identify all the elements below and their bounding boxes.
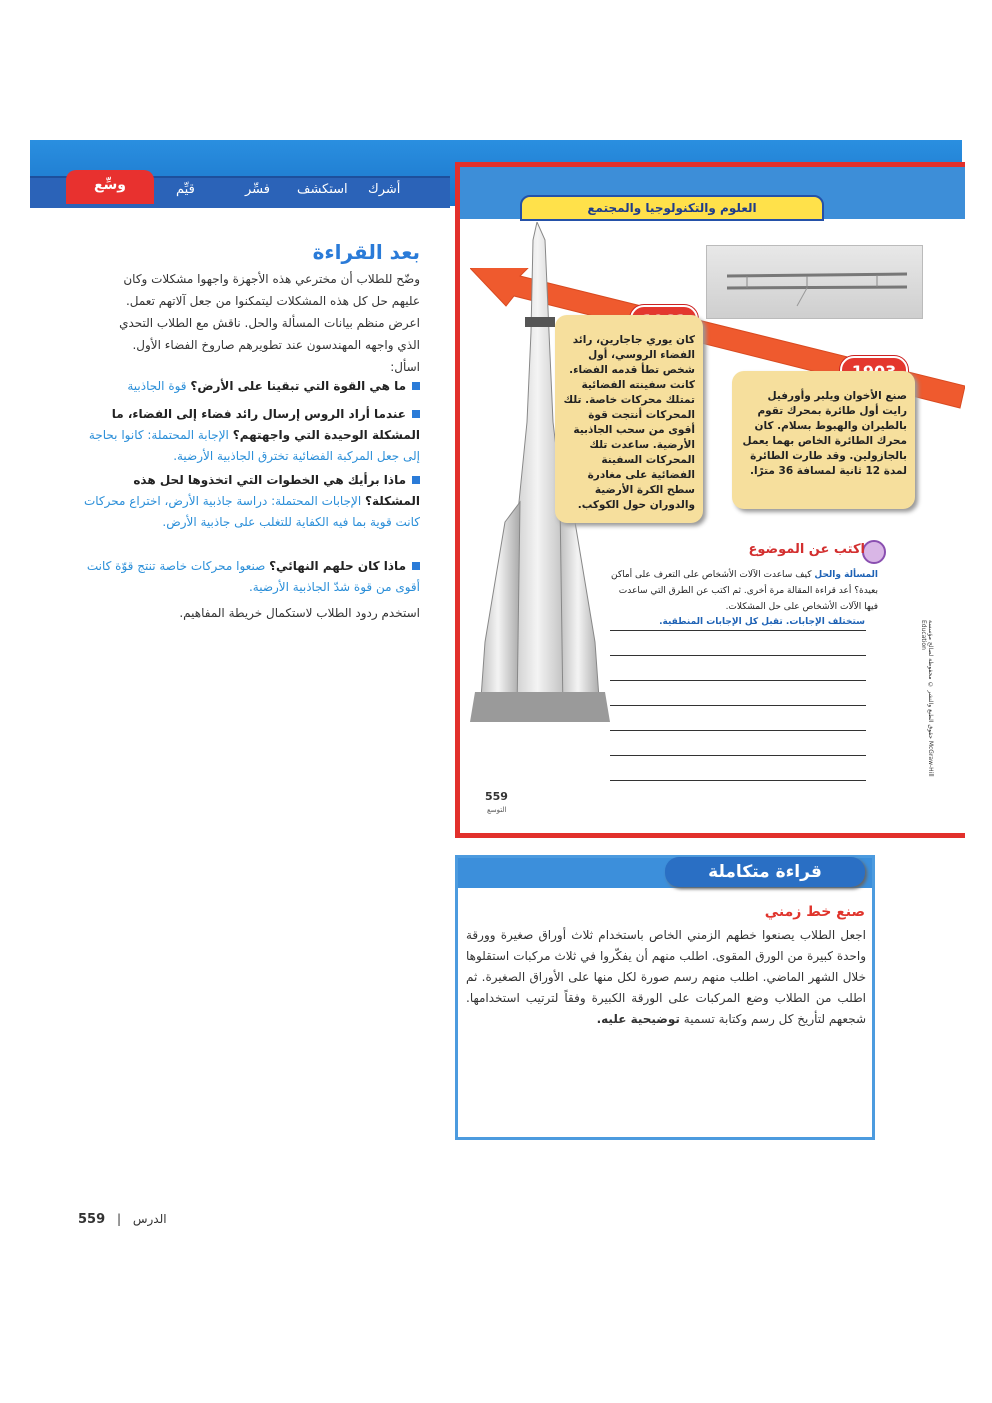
pencil-icon bbox=[862, 540, 886, 564]
question-text: ماذا برأيك هي الخطوات التي اتخذوها لحل هذه المشكلة؟ bbox=[133, 473, 420, 508]
tab-evaluate[interactable]: قيِّم bbox=[176, 182, 195, 197]
write-about-it-title: اكتب عن الموضوع bbox=[748, 542, 865, 557]
question-item bbox=[80, 376, 420, 397]
integrated-reading-subtitle: صنع خط زمني bbox=[764, 904, 865, 920]
answer-line bbox=[610, 705, 866, 706]
answer-line bbox=[610, 755, 866, 756]
tab-explore[interactable]: استكشف bbox=[297, 182, 348, 197]
bullet-icon bbox=[412, 562, 420, 570]
write-label: المسألة والحل bbox=[814, 570, 878, 580]
tab-extend[interactable]: وسِّع bbox=[66, 170, 154, 204]
bullet-icon bbox=[412, 410, 420, 418]
tab-explain[interactable]: فسِّر bbox=[245, 182, 270, 197]
page-number: 559 bbox=[78, 1212, 106, 1227]
answer-text: صنعوا محركات خاصة تنتج قوّة كانت أقوى من قوة شدّ الجاذبية الأرضية. bbox=[86, 559, 420, 594]
question-item bbox=[80, 470, 420, 533]
bullet-icon bbox=[412, 476, 420, 484]
answer-line bbox=[610, 730, 866, 731]
student-page-label: التوسع bbox=[487, 806, 507, 814]
answer-text: الإجابة المحتملة: كانوا بحاجة إلى جعل المركبة الفضائية تخترق الجاذبية الأرضية. bbox=[88, 428, 420, 463]
wright-flyer-photo bbox=[706, 245, 923, 319]
answer-line bbox=[610, 655, 866, 656]
integrated-reading-title: قراءة متكاملة bbox=[665, 857, 865, 887]
integrated-reading-text-bold: توضيحية عليه. bbox=[596, 1012, 680, 1026]
write-prompt-text: كيف ساعدت الآلات الأشخاص على التعرف على أماكن بعيدة؟ أعد قراءة المقالة مرة أخرى. ثم اكتب عن الطرق التي ساعدت فيها الآلات الأشخاص على حل المشكلات. bbox=[610, 570, 878, 612]
after-reading-title: بعد القراءة bbox=[312, 240, 420, 264]
question-text: عندما أراد الروس إرسال رائد فضاء إلى الفضاء، ما المشكلة الوحيدة التي واجهتهم؟ bbox=[111, 407, 420, 442]
answer-line bbox=[610, 630, 866, 631]
question-text: ما هي القوة التي تبقينا على الأرض؟ bbox=[190, 379, 406, 393]
answer-text: قوة الجاذبية bbox=[127, 379, 187, 393]
page-footer: 559 | الدرس bbox=[78, 1212, 167, 1227]
bullet-icon bbox=[412, 382, 420, 390]
copyright-credit: حقوق الطبع والنشر © محفوظة لصالح مؤسسة McGraw-Hill Education bbox=[920, 620, 934, 777]
footer-label: الدرس bbox=[132, 1212, 167, 1226]
question-text: ماذا كان حلهم النهائي؟ bbox=[269, 559, 406, 573]
after-reading-intro: وضّح للطلاب أن مخترعي هذه الأجهزة واجهوا مشكلات وكان عليهم حل كل هذه المشكلات ليتمكنوا من جعل آلاتهم تعمل. اعرض منظم بيانات المسألة والحل. ناقش مع الطلاب التحدي الذي واجهه المهندسون عند تطويرهم صاروخ الفضاء الأول. اسأل: bbox=[119, 272, 420, 374]
question-item bbox=[80, 404, 420, 467]
answer-text: الإجابات المحتملة: دراسة جاذبية الأرض، اختراع محركات كانت قوية بما فيه الكفاية للتغلب على جاذبية الأرض. bbox=[83, 494, 420, 529]
tab-engage[interactable]: أشرك bbox=[368, 182, 401, 197]
question-item bbox=[80, 556, 420, 598]
note-1961: كان يوري جاجارين، رائد الفضاء الروسي، أول شخص تطأ قدمه الفضاء. كانت سفينته الفضائية تمتلك محركات خاصة. تلك المحركات أنتجت قوة أقوى من سحب الجاذبية الأرضية. ساعدت تلك المحركات السفينة الفضائية على مغادرة سطح الكرة الأرضية والدوران حول الكوكب. bbox=[555, 315, 703, 523]
answer-line bbox=[610, 780, 866, 781]
after-reading-closing: استخدم ردود الطلاب لاستكمال خريطة المفاهيم. bbox=[179, 606, 420, 620]
write-answer-hint: ستختلف الإجابات. تقبل كل الإجابات المنطقية. bbox=[659, 617, 865, 627]
write-about-it-prompt bbox=[610, 567, 878, 615]
answer-line bbox=[610, 680, 866, 681]
student-page-number: 559 bbox=[485, 790, 508, 803]
integrated-reading-body bbox=[466, 925, 866, 1030]
integrated-reading-text: اجعل الطلاب يصنعوا خطهم الزمني الخاص باستخدام ثلاث أوراق صغيرة وورقة واحدة كبيرة من الورق المقوى. اطلب منهم أن يفكّروا في ثلاث مركبات استقلوها خلال الشهر الماضي. اطلب منهم رسم صورة لكل منها على الأوراق الصغيرة. ثم اطلب من الطلاب وضع المركبات على الورقة الكبيرة وفقاً لترتيب استخدامها. شجعهم لتأريخ كل رسم وكتابة تسمية bbox=[466, 928, 866, 1026]
note-1903: صنع الأخوان ويلبر وأورفيل رايت أول طائرة بمحرك تقوم بالطيران والهبوط بسلام. كان محرك الطائرة الخاص بهما يعمل بالجازولين. وقد طارت الطائرة لمدة 12 ثانية لمسافة 36 مترًا. bbox=[732, 371, 915, 509]
student-page-banner: العلوم والتكنولوجيا والمجتمع bbox=[520, 195, 824, 221]
